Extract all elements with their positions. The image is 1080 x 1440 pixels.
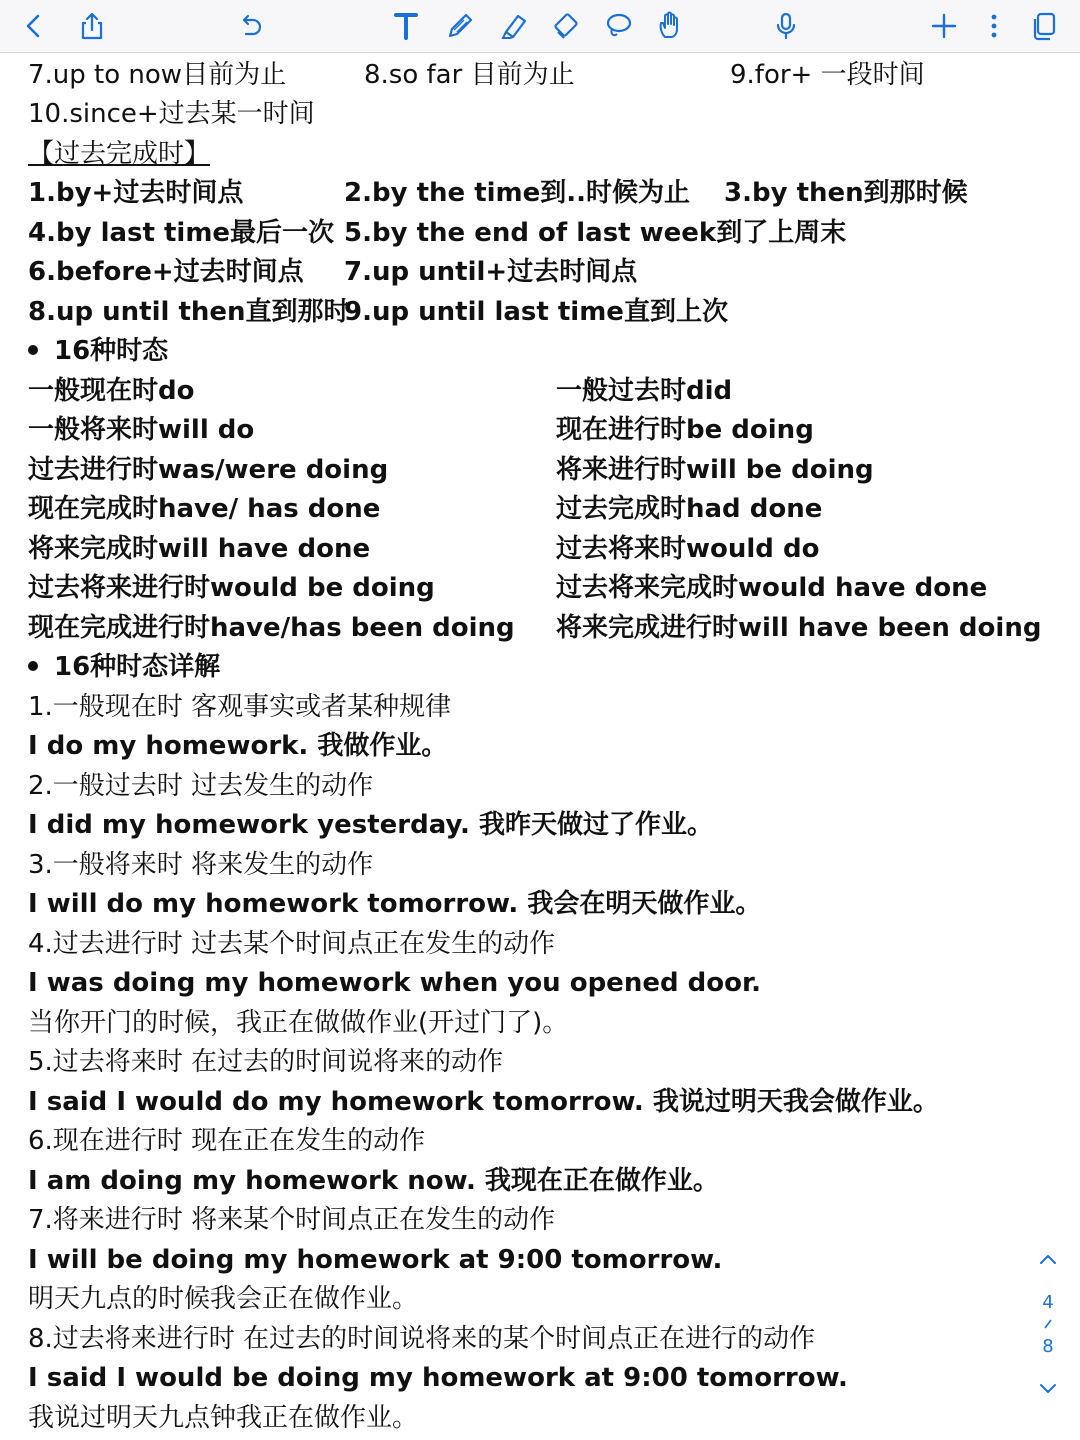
time-word-8: 8.so far 目前为止 — [364, 60, 575, 90]
pp-item-4: 4.by last time最后一次 — [28, 218, 335, 248]
detail-translation: 当你开门的时候，我正在做做作业(开过门了)。 — [28, 1008, 569, 1038]
chevron-down-icon[interactable] — [1036, 1376, 1060, 1400]
detail-example: I was doing my homework when you opened door. — [28, 968, 761, 998]
pp-item-3: 3.by then到那时候 — [724, 178, 968, 208]
top-toolbar — [0, 0, 1080, 53]
undo-icon[interactable] — [230, 6, 270, 46]
lasso-icon[interactable] — [598, 6, 638, 46]
details-title-text: 16种时态详解 — [54, 652, 221, 682]
detail-heading: 2.一般过去时 过去发生的动作 — [28, 771, 374, 801]
pp-item-5: 5.by the end of last week到了上周末 — [344, 218, 847, 248]
chevron-up-icon[interactable] — [1036, 1248, 1060, 1272]
detail-heading: 5.过去将来时 在过去的时间说将来的动作 — [28, 1047, 504, 1077]
text-tool-icon[interactable] — [386, 6, 426, 46]
page-separator — [1030, 1314, 1066, 1335]
tense-right: 过去完成时had done — [556, 494, 823, 524]
tense-right: 将来完成进行时will have been doing — [556, 613, 1042, 643]
back-chevron-icon[interactable] — [14, 6, 54, 46]
pencil-icon[interactable] — [440, 6, 480, 46]
pages-icon[interactable] — [1024, 6, 1064, 46]
time-word-9: 9.for+ 一段时间 — [730, 60, 925, 90]
tenses-16-title — [28, 334, 168, 368]
tense-right: 将来进行时will be doing — [556, 455, 874, 485]
pp-item-6: 6.before+过去时间点 — [28, 257, 304, 287]
tense-left: 将来完成时will have done — [28, 534, 371, 564]
detail-example: I do my homework. 我做作业。 — [28, 731, 448, 761]
highlighter-icon[interactable] — [494, 6, 534, 46]
tense-left: 过去进行时was/were doing — [28, 455, 389, 485]
microphone-icon[interactable] — [766, 6, 806, 46]
hand-icon[interactable] — [650, 6, 690, 46]
detail-example: I will do my homework tomorrow. 我会在明天做作业。 — [28, 889, 762, 919]
detail-example: I will be doing my homework at 9:00 tomorrow. — [28, 1245, 723, 1275]
tense-left: 过去将来进行时would be doing — [28, 573, 435, 603]
more-icon[interactable] — [974, 6, 1014, 46]
page-indicator — [1030, 1244, 1066, 1404]
details-title — [28, 650, 220, 684]
pp-item-2: 2.by the time到..时候为止 — [344, 178, 691, 208]
tense-right: 过去将来时would do — [556, 534, 820, 564]
pp-item-1: 1.by+过去时间点 — [28, 178, 244, 208]
add-icon[interactable] — [924, 6, 964, 46]
eraser-icon[interactable] — [546, 6, 586, 46]
detail-heading: 4.过去进行时 过去某个时间点正在发生的动作 — [28, 929, 556, 959]
tense-left: 一般将来时will do — [28, 415, 255, 445]
tense-right: 一般过去时did — [556, 376, 733, 406]
bullet-dot — [28, 345, 38, 355]
pp-item-9: 9.up until last time直到上次 — [344, 297, 728, 327]
detail-translation: 明天九点的时候我会正在做作业。 — [28, 1284, 419, 1314]
tense-left: 现在完成进行时have/has been doing — [28, 613, 515, 643]
detail-example: I said I would do my homework tomorrow. 我说过明天我会做作业。 — [28, 1087, 939, 1117]
pp-item-7: 7.up until+过去时间点 — [344, 257, 638, 287]
time-word-7: 7.up to now目前为止 — [28, 60, 287, 90]
bullet-dot — [28, 661, 38, 671]
tense-left: 一般现在时do — [28, 376, 195, 406]
current-page-number: 4 — [1042, 1292, 1054, 1313]
detail-example: I did my homework yesterday. 我昨天做过了作业。 — [28, 810, 713, 840]
detail-translation: 我说过明天九点钟我正在做作业。 — [28, 1403, 419, 1433]
detail-example: I said I would be doing my homework at 9:00 tomorrow. — [28, 1363, 848, 1393]
total-pages-number: 8 — [1042, 1336, 1054, 1357]
tense-right: 过去将来完成时would have done — [556, 573, 988, 603]
detail-heading: 6.现在进行时 现在正在发生的动作 — [28, 1126, 426, 1156]
detail-heading: 3.一般将来时 将来发生的动作 — [28, 850, 374, 880]
share-icon[interactable] — [72, 6, 112, 46]
detail-example: I am doing my homework now. 我现在正在做作业。 — [28, 1166, 719, 1196]
detail-heading: 7.将来进行时 将来某个时间点正在发生的动作 — [28, 1205, 556, 1235]
tense-left: 现在完成时have/ has done — [28, 494, 381, 524]
detail-heading: 1.一般现在时 客观事实或者某种规律 — [28, 692, 452, 722]
tenses-16-title-text: 16种时态 — [54, 336, 169, 366]
tense-right: 现在进行时be doing — [556, 415, 814, 445]
past-perfect-heading: 【过去完成时】 — [28, 139, 211, 169]
pp-item-8: 8.up until then直到那时 — [28, 297, 350, 327]
time-word-10: 10.since+过去某一时间 — [28, 99, 315, 129]
detail-heading: 8.过去将来进行时 在过去的时间说将来的某个时间点正在进行的动作 — [28, 1324, 816, 1354]
